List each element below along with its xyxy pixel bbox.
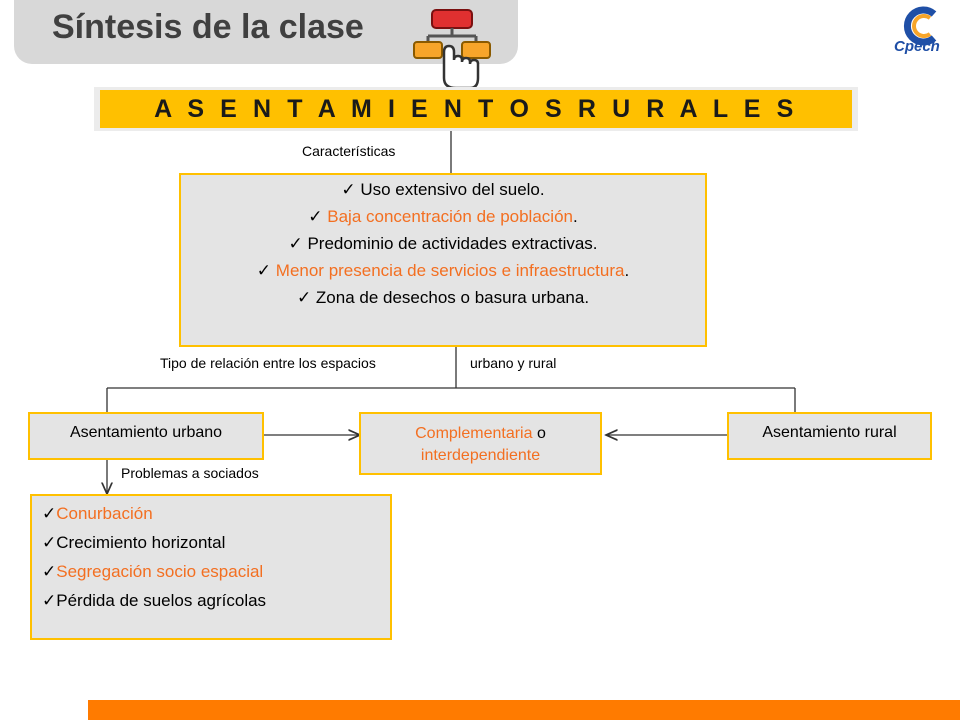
label-caracteristicas: Características [302, 143, 396, 159]
check-icon: ✓ [42, 591, 57, 610]
bottom-accent-bar [88, 700, 960, 720]
characteristic-item: ✓ Predominio de actividades extractivas. [288, 234, 598, 253]
problem-item: ✓Pérdida de suelos agrícolas [42, 591, 267, 610]
problem-item: ✓Conurbación [42, 504, 153, 523]
problem-item: ✓Crecimiento horizontal [42, 533, 226, 552]
page-title: Síntesis de la clase [52, 8, 364, 46]
check-icon: ✓ [42, 562, 57, 581]
box-relacion: Complementaria o interdependiente [359, 412, 602, 475]
characteristic-item: ✓ Zona de desechos o basura urbana. [296, 288, 590, 307]
characteristic-item: ✓ Menor presencia de servicios e infraestructura. [256, 261, 630, 280]
characteristic-item: ✓ Baja concentración de población. [308, 207, 578, 226]
label-relacion-left: Tipo de relación entre los espacios [160, 355, 376, 371]
check-icon: ✓ [256, 261, 272, 280]
label-problemas: Problemas a sociados [121, 465, 259, 481]
check-icon: ✓ [42, 504, 57, 523]
relation-line2: interdependiente [420, 447, 541, 464]
check-icon: ✓ [288, 234, 303, 253]
check-icon: ✓ [296, 288, 312, 307]
box-asentamiento-rural [727, 412, 932, 460]
label-relacion-right: urbano y rural [470, 355, 557, 371]
main-title: A S E N T A M I E N T O S R U R A L E S [154, 94, 798, 123]
check-icon: ✓ [42, 533, 57, 552]
check-icon: ✓ [341, 180, 356, 199]
check-icon: ✓ [308, 207, 323, 226]
box-asentamiento-urbano [28, 412, 264, 460]
box-asentamiento-urbano-label: Asentamiento urbano [69, 424, 223, 441]
characteristic-item: ✓ Uso extensivo del suelo. [341, 180, 545, 199]
characteristics-box [179, 173, 707, 347]
problems-box [30, 494, 392, 640]
cpech-logo-text: Cpech [894, 38, 940, 55]
relation-highlight: Complementaria [415, 425, 533, 442]
box-asentamiento-rural-label: Asentamiento rural [762, 424, 897, 441]
problem-item: ✓Segregación socio espacial [42, 562, 264, 581]
